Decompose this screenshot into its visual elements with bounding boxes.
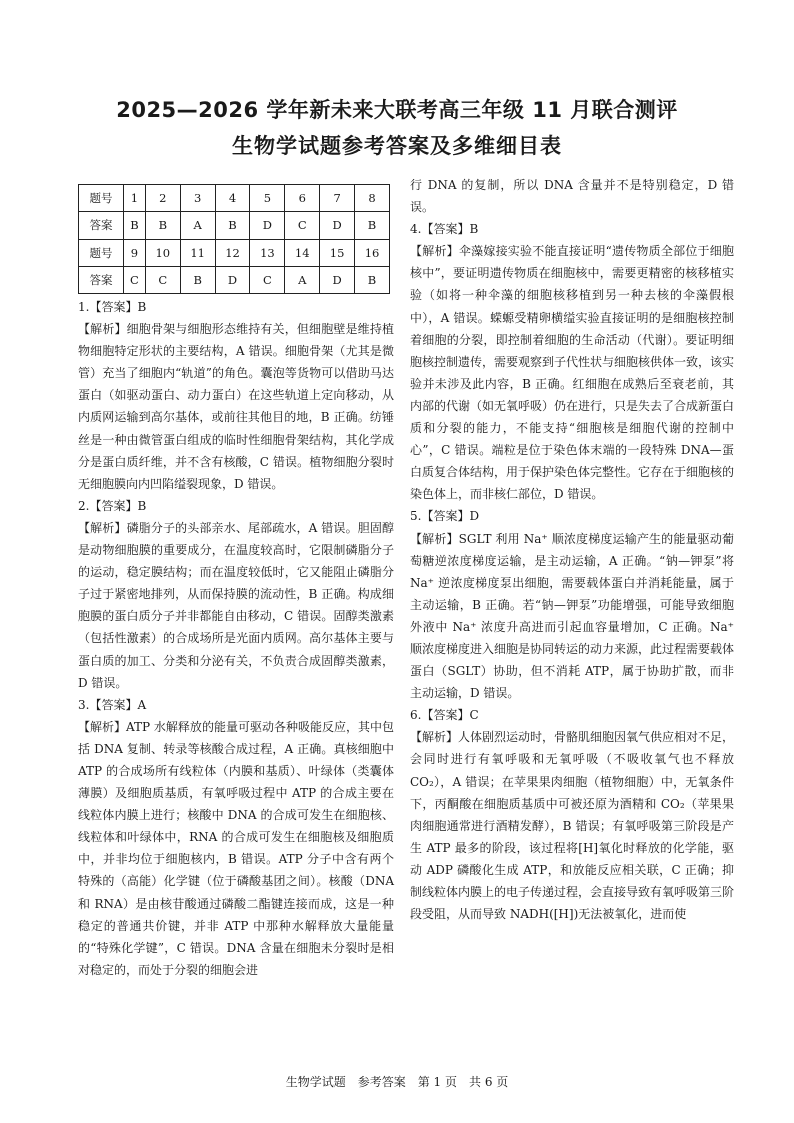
right-column [410, 174, 734, 925]
table-cell: 2 [145, 185, 180, 212]
table-cell: D [250, 212, 285, 239]
table-row-label: 题号 [79, 185, 124, 212]
table-cell: 4 [215, 185, 250, 212]
explanation-paragraph: 【解析】伞藻嫁接实验不能直接证明“遗传物质全部位于细胞核中”，要证明遗传物质在细胞核中，需要更精密的核移植实验（如将一种伞藻的细胞核移植到另一种去核的伞藻假根中），A 错误。蝾螈受精卵横缢实验直接证明的是细胞核控制着细胞的分裂，即控制着细胞的生命活动（代谢）。要证明细胞核控制遗传，需要观察到子代性状与细胞核供体一致，该实验并未涉及此内容，B 正确。红细胞在成熟后至衰老前，其内部的代谢（如无氧呼吸）仍在进行，只是失去了合成新蛋白质和分裂的能力，不能支持“细胞核是细胞代谢的控制中心”，C 错误。端粒是位于染色体末端的一段特殊 DNA—蛋白质复合体结构，用于保护染色体完整性。它存在于细胞核的染色体上，而非核仁部位，D 错误。 [410, 244, 735, 502]
table-cell: B [145, 212, 180, 239]
table-cell: 15 [320, 239, 355, 266]
answer-line: 1.【答案】B [78, 300, 147, 314]
table-cell: 8 [355, 185, 390, 212]
table-row-label: 题号 [79, 239, 124, 266]
table-cell: C [250, 266, 285, 293]
table-cell: D [215, 266, 250, 293]
answer-line: 4.【答案】B [410, 222, 479, 237]
table-row [79, 239, 390, 266]
explanation-paragraph: 【解析】磷脂分子的头部亲水、尾部疏水，A 错误。胆固醇是动物细胞膜的重要成分，在温度较高时，它限制磷脂分子的运动，稳定膜结构；而在温度较低时，它又能阻止磷脂分子过于紧密地排列，从而保持膜的流动性，B 正确。构成细胞膜的蛋白质分子并非都能自由移动，C 错误。固醇类激素（包括性激素）的合成场所是光面内质网。高尔基体主要与蛋白质的加工、分类和分泌有关，不负责合成固醇类激素，D 错误。 [78, 520, 394, 690]
answer-line: 3.【答案】A [78, 697, 147, 712]
table-cell: B [124, 212, 146, 239]
table-cell: C [285, 212, 320, 239]
table-row [79, 212, 390, 239]
table-cell: C [124, 266, 146, 293]
title-line-1: 2025—2026 学年新未来大联考高三年级 11 月联合测评 [116, 98, 678, 122]
table-cell: B [355, 266, 390, 293]
table-cell: 3 [180, 185, 215, 212]
explanation-paragraph: 【解析】细胞骨架与细胞形态维持有关，但细胞壁是维持植物细胞特定形状的主要结构，A 错误。细胞骨架（尤其是微管）充当了细胞内“轨道”的角色。囊泡等货物可以借助马达蛋白（如驱动蛋白、动力蛋白）在这些轨道上定向移动，从内质网运输到高尔基体，或前往其他目的地，B 正确。纺锤丝是一种由微管蛋白组成的临时性细胞骨架结构，其化学成分是蛋白质纤维，并不含有核酸，C 错误。植物细胞分裂时无细胞膜向内凹陷缢裂现象，D 错误。 [78, 322, 394, 491]
table-cell: 1 [124, 185, 146, 212]
page-footer: 生物学试题 参考答案 第 1 页 共 6 页 [285, 1075, 509, 1089]
table-cell: B [215, 212, 250, 239]
table-cell: 5 [250, 185, 285, 212]
table-row-label: 答案 [79, 266, 124, 293]
answer-line: 6.【答案】C [410, 708, 479, 723]
table-cell: B [180, 266, 215, 293]
table-cell: D [320, 266, 355, 293]
table-cell: 14 [285, 239, 320, 266]
answer-line: 2.【答案】B [78, 498, 147, 513]
table-cell: 7 [320, 185, 355, 212]
table-cell: 16 [355, 239, 390, 266]
table-cell: A [180, 212, 215, 239]
explanation-paragraph: 【解析】SGLT 利用 Na⁺ 顺浓度梯度运输产生的能量驱动葡萄糖逆浓度梯度运输，是主动运输，A 正确。“钠—钾泵”将 Na⁺ 逆浓度梯度泵出细胞，需要载体蛋白并消耗能量，属于主动运输，B 正确。若“钠—钾泵”功能增强，可能导致细胞外液中 Na⁺ 浓度升高进而引起血容量增加，C 正确。Na⁺ 顺浓度梯度进入细胞是协同转运的动力来源，此过程需要载体蛋白（SGLT）协助，但不消耗 ATP，属于协助扩散，而非主动运输，D 错误。 [410, 531, 735, 701]
answer-table [78, 184, 390, 294]
table-row [79, 266, 390, 293]
table-cell: A [285, 266, 320, 293]
table-cell: 13 [250, 239, 285, 266]
table-cell: 10 [145, 239, 180, 266]
table-cell: 9 [124, 239, 146, 266]
explanation-paragraph: 行 DNA 的复制，所以 DNA 含量并不是特别稳定，D 错误。 [410, 178, 734, 215]
title-line-2: 生物学试题参考答案及多维细目表 [232, 134, 562, 158]
explanation-paragraph: 【解析】人体剧烈运动时，骨骼肌细胞因氧气供应相对不足，会同时进行有氧呼吸和无氧呼吸（不吸收氧气也不释放 CO₂），A 错误；在苹果果肉细胞（植物细胞）中，无氧条件下，丙酮酸在细胞质基质中可被还原为酒精和 CO₂（苹果果肉细胞通常进行酒精发酵），B 错误；有氧呼吸第三阶段是产生 ATP 最多的阶段，该过程将[H]氧化时释放的化学能，驱动 ADP 磷酸化生成 ATP，和放能反应相关联，C 正确；抑制线粒体内膜上的电子传递过程，会直接导致有氧呼吸第三阶段受阻，从而导致 NADH([H])无法被氧化，进而使 [410, 730, 735, 922]
table-cell: 12 [215, 239, 250, 266]
table-row-label: 答案 [79, 212, 124, 239]
table-cell: 6 [285, 185, 320, 212]
explanation-paragraph: 【解析】ATP 水解释放的能量可驱动各种吸能反应，其中包括 DNA 复制、转录等核酸合成过程，A 正确。真核细胞中 ATP 的合成场所有线粒体（内膜和基质）、叶绿体（类囊体薄膜）及细胞质基质，有氧呼吸过程中 ATP 的合成主要在线粒体内膜上进行；核酸中 DNA 的合成可发生在细胞核、线粒体和叶绿体中，RNA 的合成可发生在细胞核及细胞质中，并非均位于细胞核内，B 错误。ATP 分子中含有两个特殊的（高能）化学键（位于磷酸基团之间）。核酸（DNA 和 RNA）是由核苷酸通过磷酸二酯键连接而成，这是一种稳定的普通共价键，并非 ATP 中那种水解释放大量能量的“特殊化学键”，C 错误。DNA 含量在细胞未分裂时是相对稳定的，而处于分裂的细胞会进 [78, 719, 394, 977]
table-cell: C [145, 266, 180, 293]
table-cell: B [355, 212, 390, 239]
left-column [78, 296, 394, 981]
answer-line: 5.【答案】D [410, 509, 480, 524]
table-cell: 11 [180, 239, 215, 266]
table-cell: D [320, 212, 355, 239]
table-row [79, 185, 390, 212]
